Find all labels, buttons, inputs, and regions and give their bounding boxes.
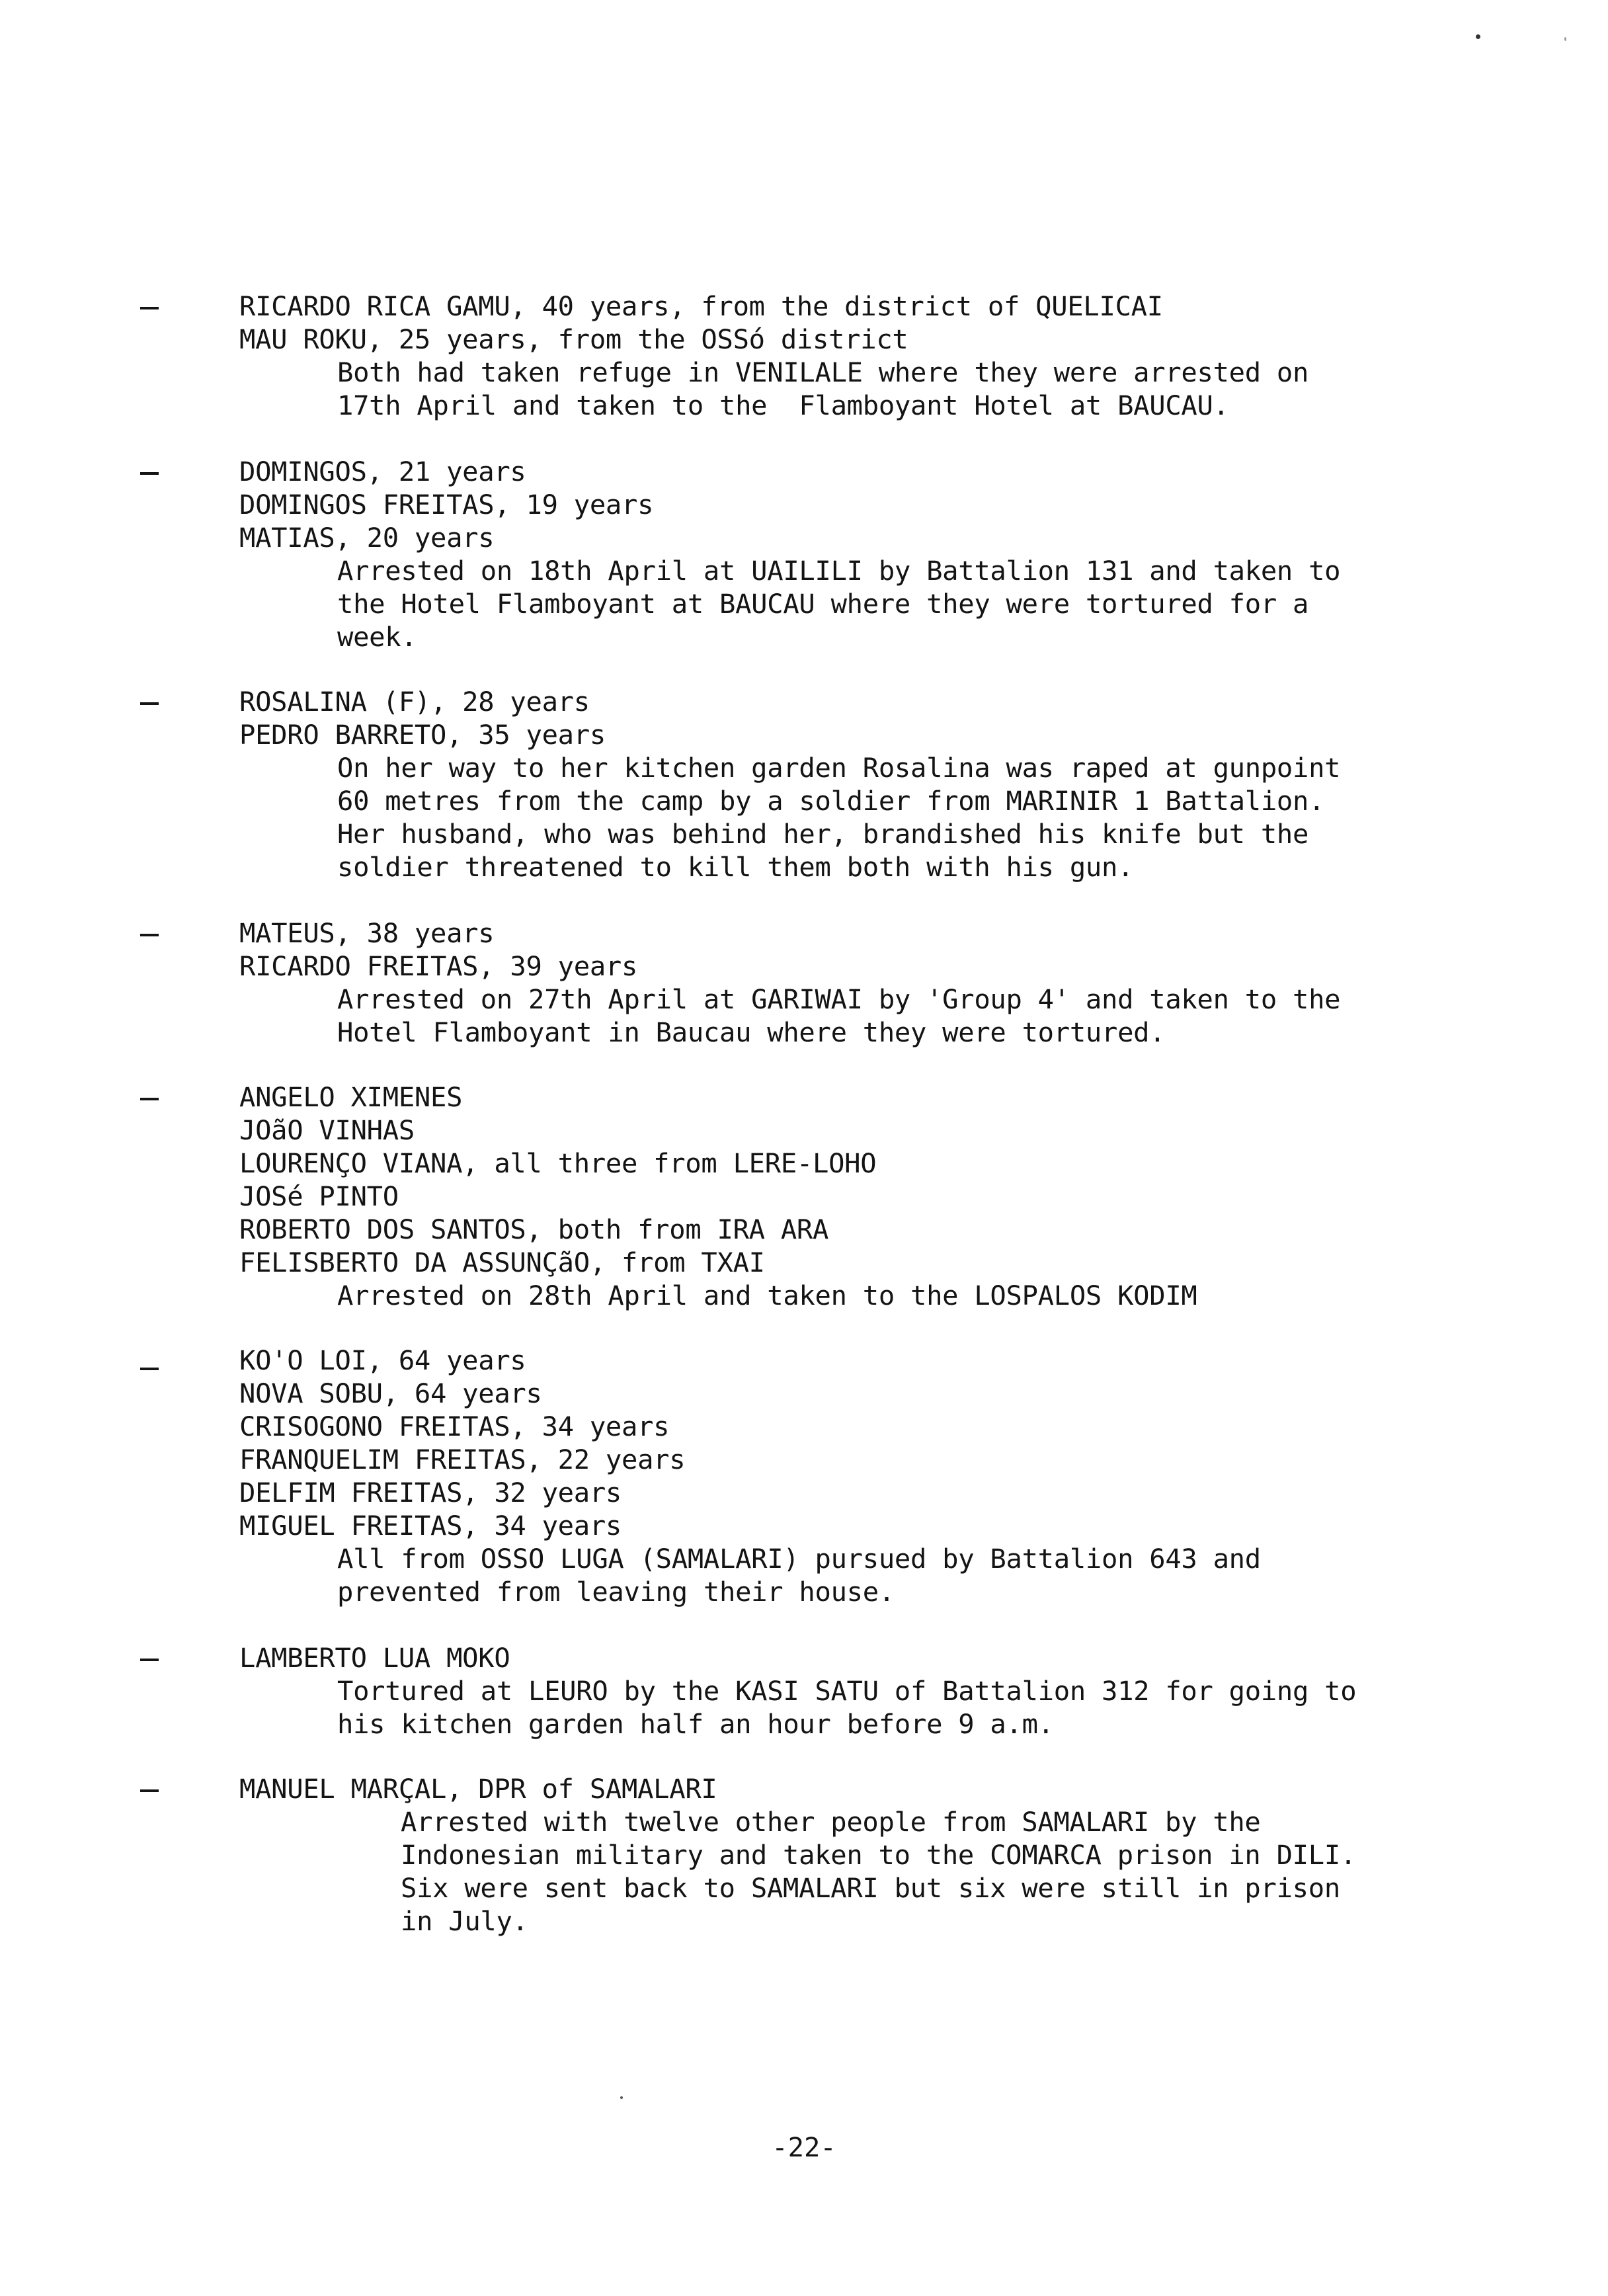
entry-description: Her husband, who was behind her, brandished his knife but the	[337, 818, 1309, 850]
person-name: MATEUS, 38 years	[239, 917, 495, 949]
person-name: PEDRO BARRETO, 35 years	[239, 719, 606, 751]
bullet-dash	[140, 1659, 159, 1661]
scan-speck	[1564, 37, 1566, 41]
scan-speck	[1476, 34, 1480, 39]
person-name: DOMINGOS, 21 years	[239, 456, 526, 487]
entry-description: On her way to her kitchen garden Rosalina was raped at gunpoint	[337, 752, 1341, 784]
entry-description: All from OSSO LUGA (SAMALARI) pursued by Battalion 643 and	[337, 1543, 1261, 1575]
bullet-dash	[140, 1098, 159, 1100]
entry-description: his kitchen garden half an hour before 9 a.m.	[337, 1708, 1054, 1740]
entry-description: Hotel Flamboyant in Baucau where they were tortured.	[337, 1016, 1166, 1048]
person-name: CRISOGONO FREITAS, 34 years	[239, 1411, 670, 1442]
entry-description: Arrested with twelve other people from SAMALARI by the	[401, 1806, 1261, 1838]
person-name: DELFIM FREITAS, 32 years	[239, 1477, 622, 1508]
bullet-dash	[140, 1789, 159, 1792]
person-name: ROBERTO DOS SANTOS, both from IRA ARA	[239, 1213, 829, 1245]
person-name: MAU ROKU, 25 years, from the OSSó district	[239, 323, 908, 355]
person-name: LAMBERTO LUA MOKO	[239, 1642, 510, 1674]
bullet-dash	[140, 1368, 159, 1370]
bullet-dash	[140, 472, 159, 475]
entry-description: in July.	[401, 1905, 528, 1937]
entry-description: Arrested on 28th April and taken to the LOSPALOS KODIM	[337, 1280, 1197, 1311]
person-name: RICARDO FREITAS, 39 years	[239, 950, 638, 982]
person-name: MANUEL MARÇAL, DPR of SAMALARI	[239, 1773, 717, 1805]
person-name: MATIAS, 20 years	[239, 522, 495, 554]
scan-speck	[620, 2096, 623, 2099]
bullet-dash	[140, 702, 159, 705]
person-name: ROSALINA (F), 28 years	[239, 686, 590, 718]
entry-description: soldier threatened to kill them both with his gun.	[337, 851, 1134, 883]
person-name: FELISBERTO DA ASSUNÇãO, from TXAI	[239, 1247, 765, 1278]
entry-description: Indonesian military and taken to the COMARCA prison in DILI.	[401, 1839, 1356, 1871]
entry-description: Arrested on 27th April at GARIWAI by 'Group 4' and taken to the	[337, 983, 1341, 1015]
person-name: NOVA SOBU, 64 years	[239, 1377, 542, 1409]
entry-description: 60 metres from the camp by a soldier from MARINIR 1 Battalion.	[337, 785, 1325, 817]
entry-description: week.	[337, 621, 417, 653]
person-name: MIGUEL FREITAS, 34 years	[239, 1510, 622, 1541]
person-name: KO'O LOI, 64 years	[239, 1344, 526, 1376]
entry-description: Both had taken refuge in VENILALE where they were arrested on	[337, 356, 1309, 388]
person-name: ANGELO XIMENES	[239, 1081, 463, 1113]
entry-description: 17th April and taken to the Flamboyant Hotel at BAUCAU.	[337, 390, 1229, 421]
person-name: FRANQUELIM FREITAS, 22 years	[239, 1444, 686, 1475]
bullet-dash	[140, 307, 159, 309]
page-number: -22-	[772, 2131, 836, 2163]
entry-description: Arrested on 18th April at UAILILI by Battalion 131 and taken to	[337, 555, 1341, 587]
entry-description: Tortured at LEURO by the KASI SATU of Battalion 312 for going to	[337, 1675, 1357, 1707]
bullet-dash	[140, 934, 159, 936]
entry-description: the Hotel Flamboyant at BAUCAU where they were tortured for a	[337, 588, 1309, 620]
person-name: JOSé PINTO	[239, 1180, 399, 1212]
person-name: JOãO VINHAS	[239, 1114, 415, 1146]
person-name: LOURENÇO VIANA, all three from LERE-LOHO	[239, 1147, 877, 1179]
person-name: RICARDO RICA GAMU, 40 years, from the district of QUELICAI	[239, 290, 1163, 322]
entry-description: Six were sent back to SAMALARI but six were still in prison	[401, 1872, 1340, 1904]
person-name: DOMINGOS FREITAS, 19 years	[239, 489, 654, 520]
entry-description: prevented from leaving their house.	[337, 1576, 895, 1608]
